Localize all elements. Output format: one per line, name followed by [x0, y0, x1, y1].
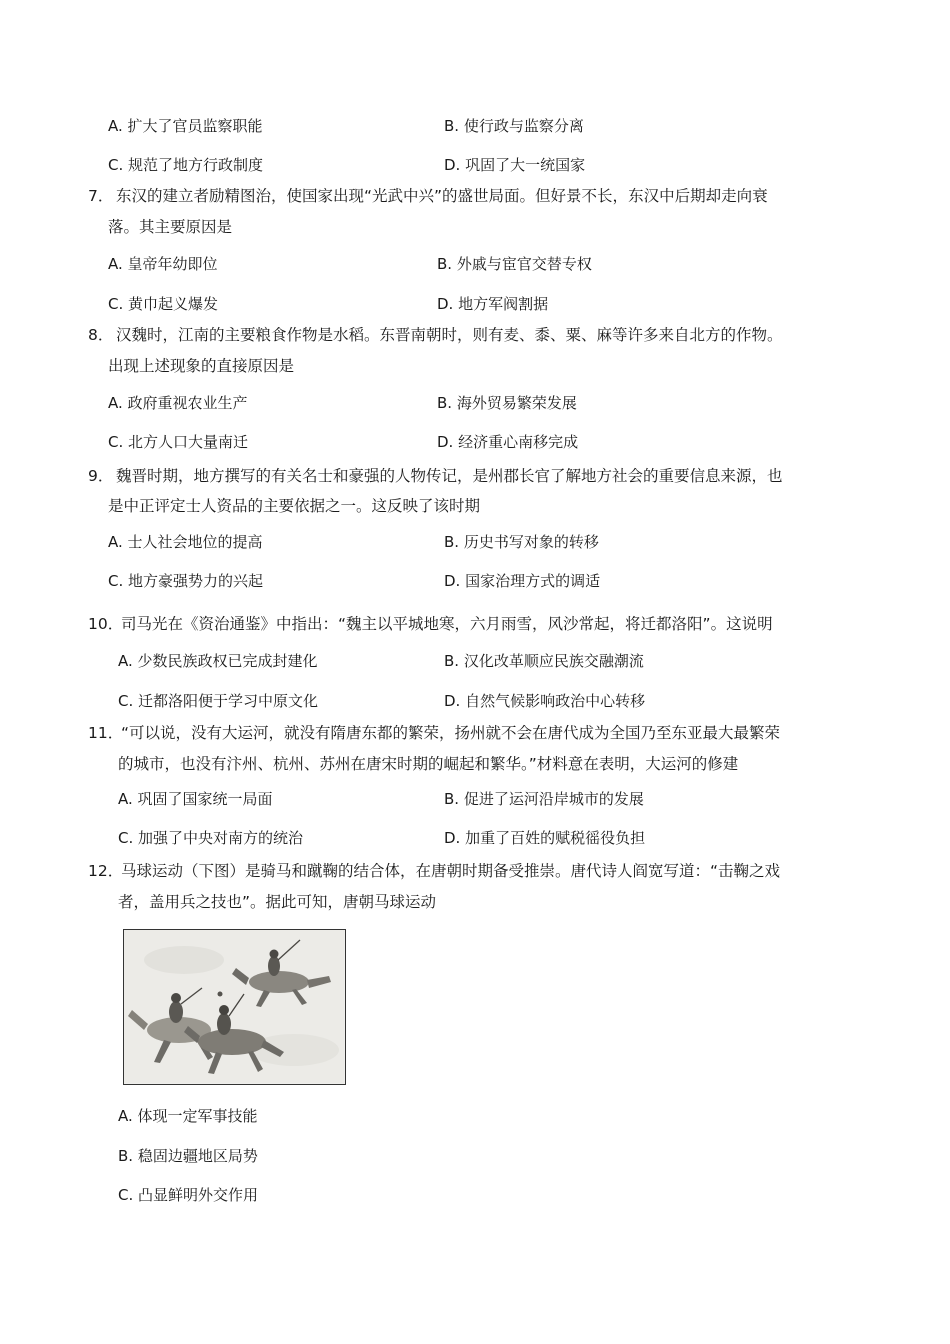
q10-option-a[interactable]: A. 少数民族政权已完成封建化 [118, 652, 318, 670]
q12-number: 12． [88, 862, 124, 880]
q6-option-a[interactable]: A. 扩大了官员监察职能 [108, 117, 263, 135]
q7-option-b[interactable]: B. 外戚与宦官交替专权 [437, 255, 592, 273]
q7-number: 7． [88, 187, 114, 205]
q8-number: 8． [88, 326, 114, 344]
q12-option-c[interactable]: C. 凸显鲜明外交作用 [118, 1186, 259, 1204]
q11-option-d[interactable]: D. 加重了百姓的赋税徭役负担 [444, 829, 646, 847]
q8-stem-line-1: 汉魏时，江南的主要粮食作物是水稻。东晋南朝时，则有麦、黍、粟、麻等许多来自北方的作物。 [116, 326, 783, 344]
q9-number: 9． [88, 467, 114, 485]
q8-option-a[interactable]: A. 政府重视农业生产 [108, 394, 248, 412]
q8-option-b[interactable]: B. 海外贸易繁荣发展 [437, 394, 577, 412]
q6-option-b[interactable]: B. 使行政与监察分离 [444, 117, 584, 135]
q12-stem-line-1: 马球运动（下图）是骑马和蹴鞠的结合体，在唐朝时期备受推崇。唐代诗人阎宽写道：“击鞠之戏 [121, 862, 781, 880]
q12-option-b[interactable]: B. 稳固边疆地区局势 [118, 1147, 258, 1165]
polo-mural-image [123, 929, 346, 1085]
q9-stem-line-1: 魏晋时期，地方撰写的有关名士和豪强的人物传记，是州郡长官了解地方社会的重要信息来源，也 [116, 467, 783, 485]
q10-option-d[interactable]: D. 自然气候影响政治中心转移 [444, 692, 646, 710]
q12-stem-line-2: 者，盖用兵之技也”。据此可知，唐朝马球运动 [118, 893, 437, 911]
q10-option-c[interactable]: C. 迁都洛阳便于学习中原文化 [118, 692, 319, 710]
q11-stem-line-1: “可以说，没有大运河，就没有隋唐东都的繁荣，扬州就不会在唐代成为全国乃至东亚最大最繁荣 [121, 724, 781, 742]
q9-stem-line-2: 是中正评定士人资品的主要依据之一。这反映了该时期 [108, 497, 481, 515]
q6-option-d[interactable]: D. 巩固了大一统国家 [444, 156, 586, 174]
q9-option-c[interactable]: C. 地方豪强势力的兴起 [108, 572, 264, 590]
q9-option-d[interactable]: D. 国家治理方式的调适 [444, 572, 601, 590]
q9-option-b[interactable]: B. 历史书写对象的转移 [444, 533, 599, 551]
q7-stem-line-1: 东汉的建立者励精图治，使国家出现“光武中兴”的盛世局面。但好景不长，东汉中后期却走向衰 [116, 187, 768, 205]
polo-ball [218, 992, 223, 997]
q7-option-d[interactable]: D. 地方军阀割据 [437, 295, 549, 313]
q10-option-b[interactable]: B. 汉化改革顺应民族交融潮流 [444, 652, 644, 670]
polo-mural-illustration [124, 930, 344, 1083]
q12-option-a[interactable]: A. 体现一定军事技能 [118, 1107, 258, 1125]
q6-option-c[interactable]: C. 规范了地方行政制度 [108, 156, 264, 174]
q8-option-c[interactable]: C. 北方人口大量南迁 [108, 433, 249, 451]
q7-option-c[interactable]: C. 黄巾起义爆发 [108, 295, 219, 313]
q10-number: 10． [88, 615, 124, 633]
q11-number: 11． [88, 724, 124, 742]
q10-stem-line-1: 司马光在《资治通鉴》中指出：“魏主以平城地寒，六月雨雪，风沙常起，将迁都洛阳”。这说明 [121, 615, 773, 633]
q11-option-a[interactable]: A. 巩固了国家统一局面 [118, 790, 273, 808]
q11-option-b[interactable]: B. 促进了运河沿岸城市的发展 [444, 790, 644, 808]
q7-option-a[interactable]: A. 皇帝年幼即位 [108, 255, 218, 273]
q11-option-c[interactable]: C. 加强了中央对南方的统治 [118, 829, 304, 847]
q8-stem-line-2: 出现上述现象的直接原因是 [108, 357, 295, 375]
q7-stem-line-2: 落。其主要原因是 [108, 218, 233, 236]
q9-option-a[interactable]: A. 士人社会地位的提高 [108, 533, 263, 551]
q8-option-d[interactable]: D. 经济重心南移完成 [437, 433, 579, 451]
q11-stem-line-2: 的城市，也没有汴州、杭州、苏州在唐宋时期的崛起和繁华。”材料意在表明，大运河的修建 [118, 755, 739, 773]
